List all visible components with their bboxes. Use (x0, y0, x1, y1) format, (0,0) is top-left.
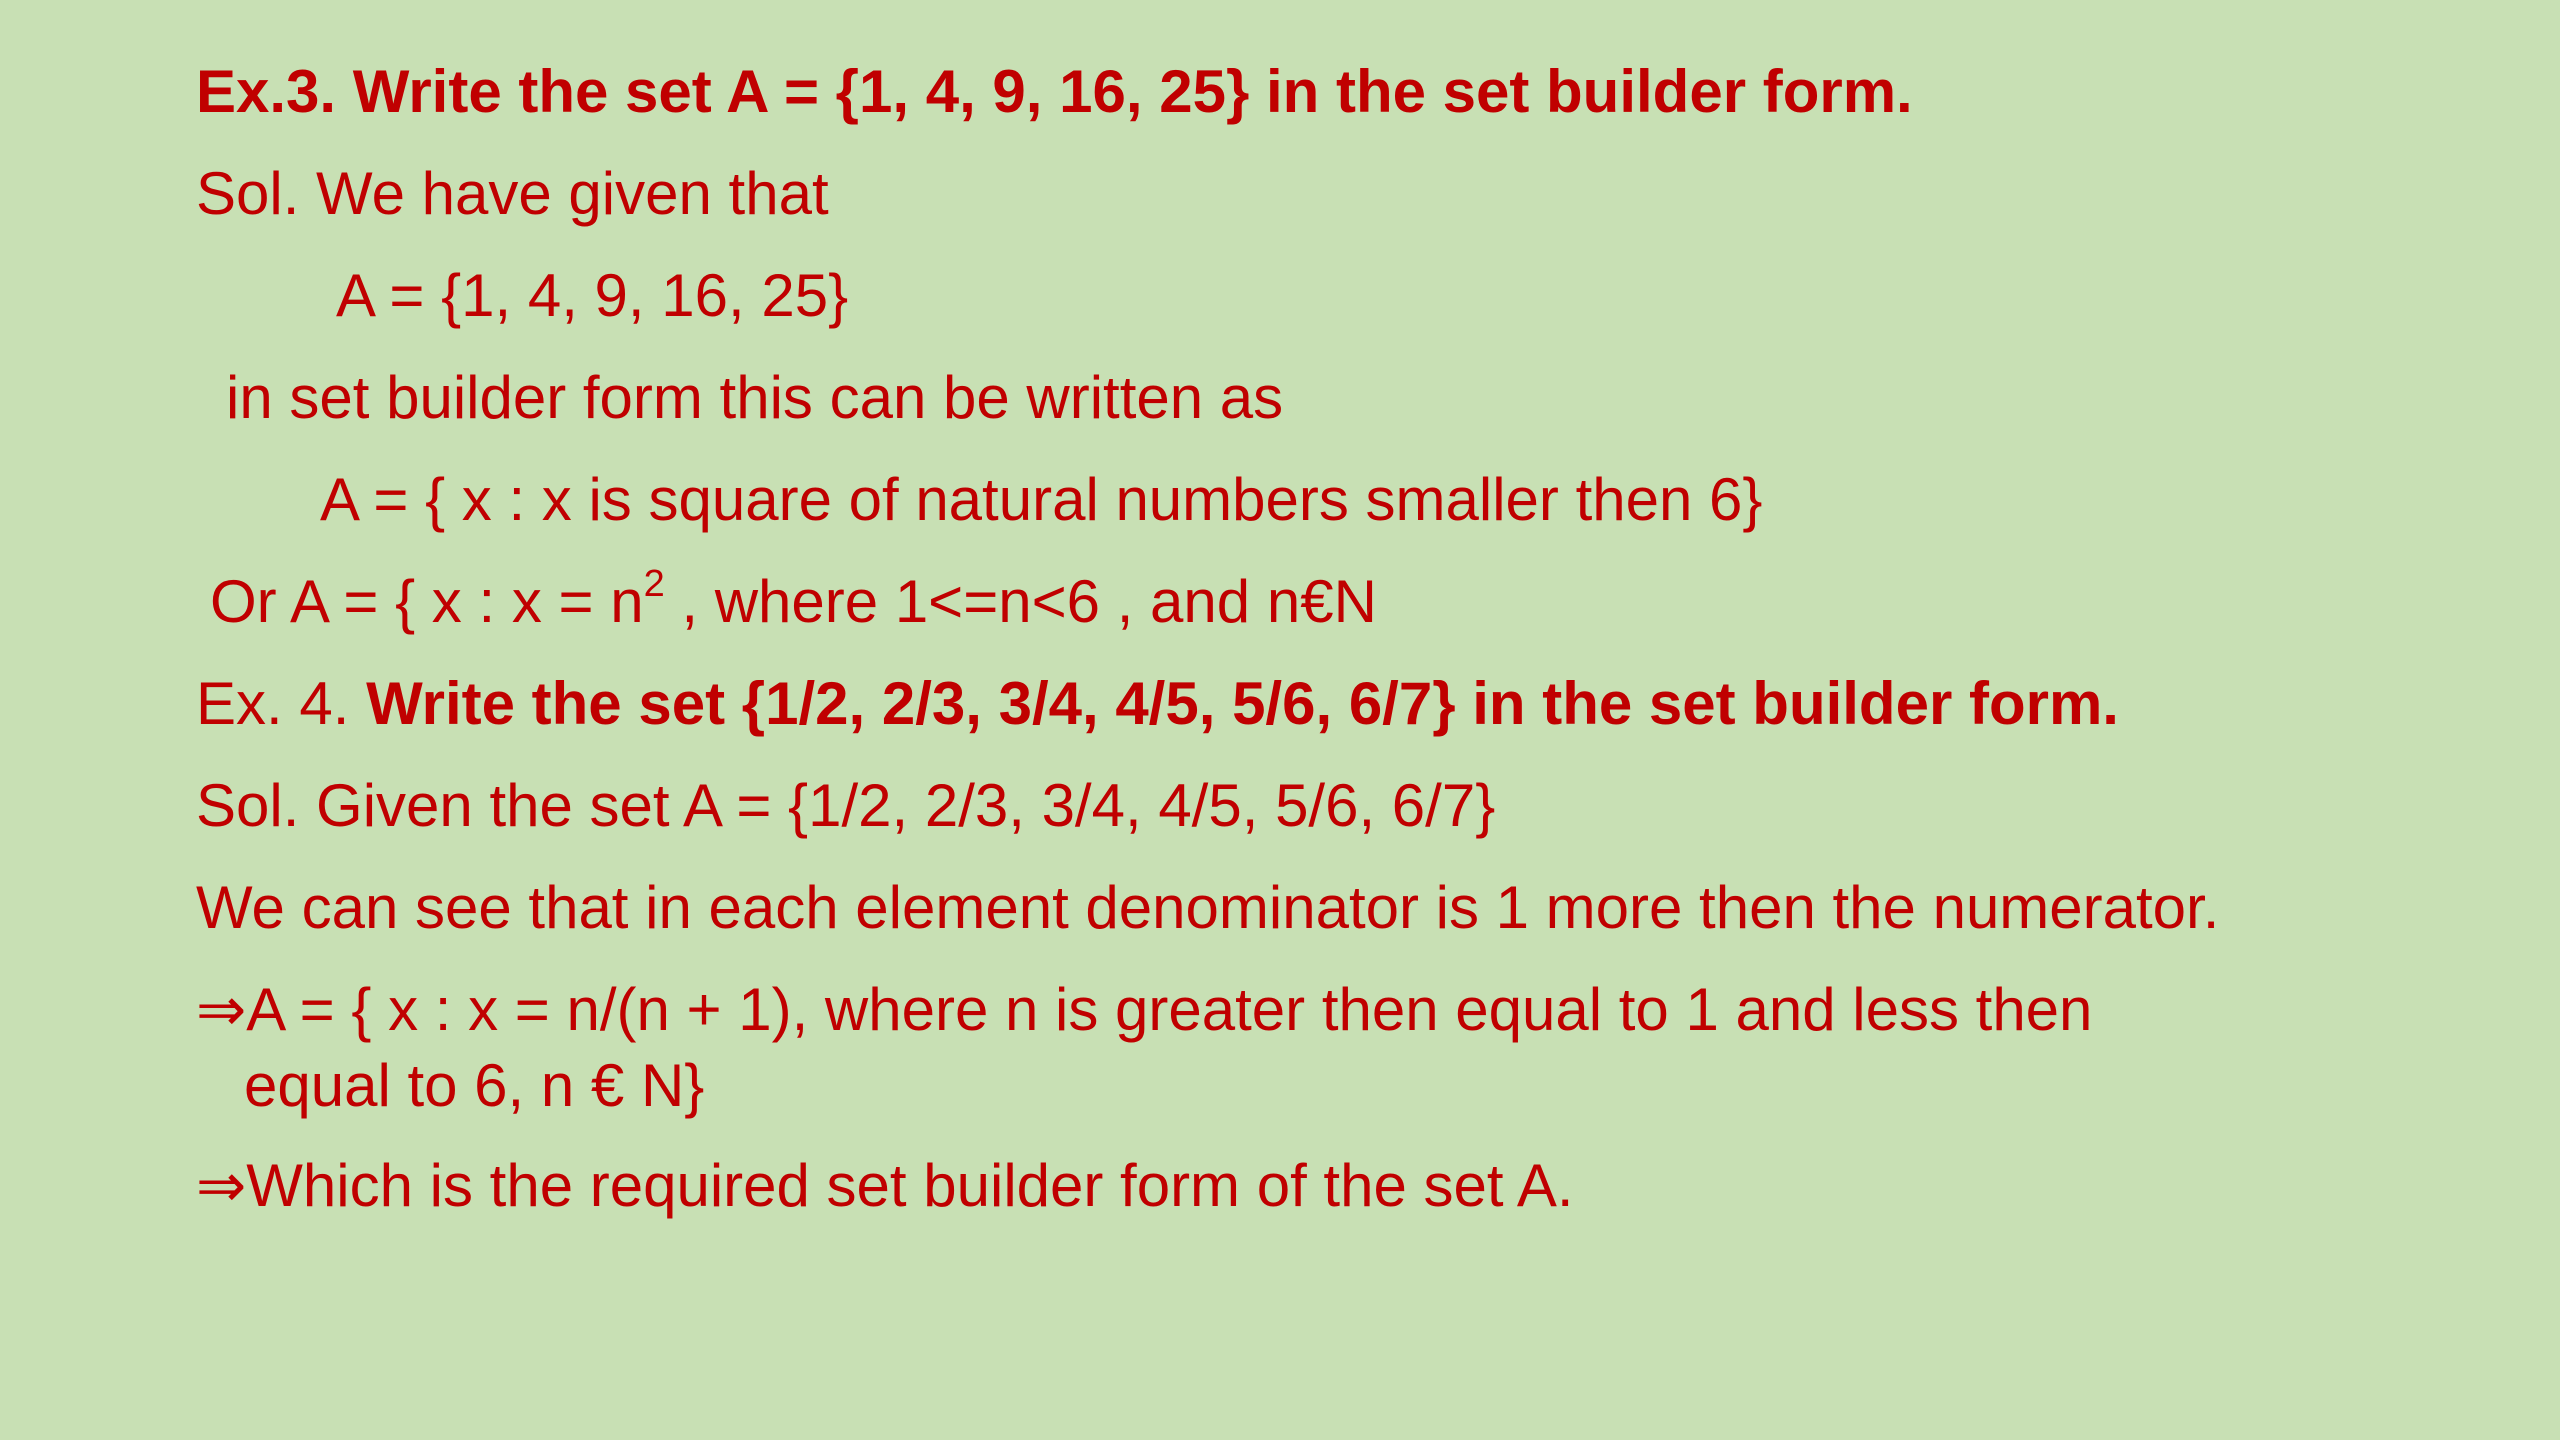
ex3-or-suffix: , where 1<=n<6 , and n€N (664, 568, 1377, 635)
implies-arrow-icon: ⇒ (196, 1151, 247, 1221)
ex4-label: Ex. 4. (196, 670, 367, 737)
ex3-solution-intro: Sol. We have given that (196, 160, 829, 227)
ex3-or-prefix: Or A = { x : x = n (210, 568, 644, 635)
ex3-exponent: 2 (643, 563, 665, 605)
ex4-conclusion-text: Which is the required set builder form of the set A. (246, 1152, 1574, 1219)
ex4-observation: We can see that in each element denominator is 1 more then the numerator. (196, 874, 2220, 941)
ex3-builder-intro: in set builder form this can be written as (226, 364, 1284, 431)
ex3-alternative-line (210, 563, 1377, 635)
ex4-solution-line: Sol. Given the set A = {1/2, 2/3, 3/4, 4/5, 5/6, 6/7} (196, 772, 1496, 839)
ex4-builder-text-1: A = { x : x = n/(n + 1), where n is greater then equal to 1 and less then (246, 976, 2093, 1043)
ex3-title: Ex.3. Write the set A = {1, 4, 9, 16, 25} in the set builder form. (196, 58, 1913, 125)
ex4-builder-line-1 (196, 975, 2093, 1045)
ex4-title-line (196, 670, 2119, 737)
ex4-conclusion-line (196, 1151, 1574, 1221)
ex4-title: Write the set {1/2, 2/3, 3/4, 4/5, 5/6, 6/7} in the set builder form. (366, 670, 2119, 737)
ex3-set-line: A = {1, 4, 9, 16, 25} (336, 262, 849, 329)
implies-arrow-icon: ⇒ (196, 975, 247, 1045)
ex4-builder-line-2: equal to 6, n € N} (244, 1052, 705, 1119)
ex3-builder-line: A = { x : x is square of natural numbers smaller then 6} (320, 466, 1763, 533)
